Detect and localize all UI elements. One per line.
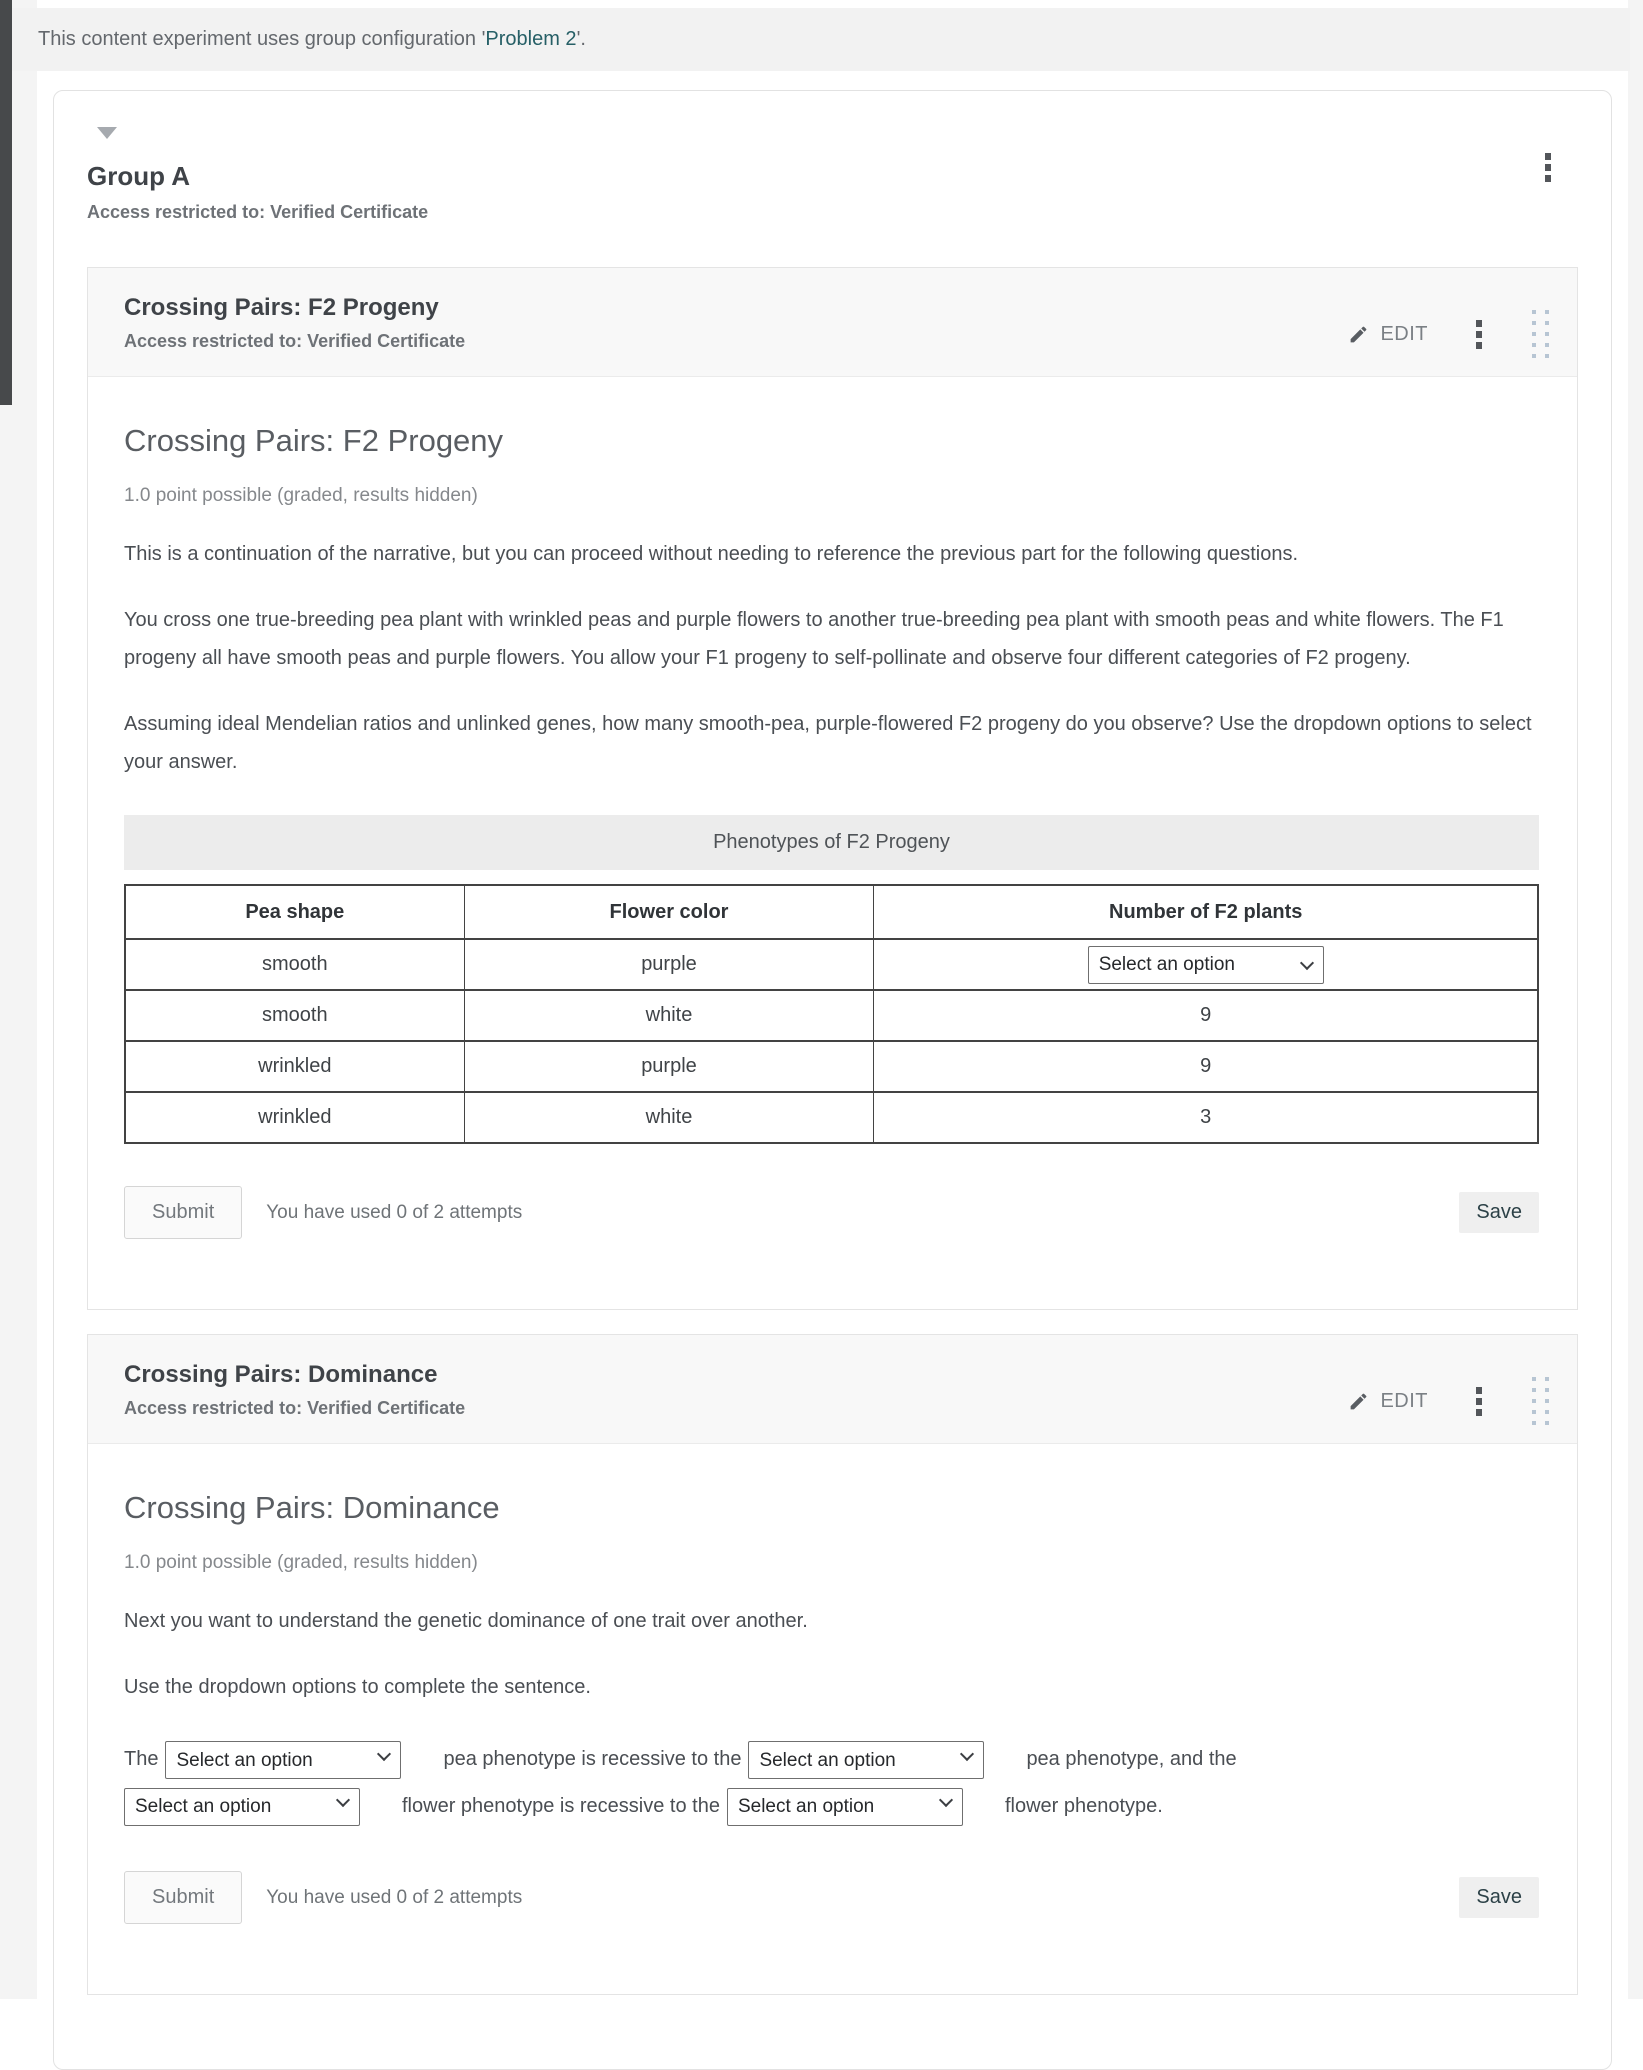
- flower-recessive-select[interactable]: [124, 1788, 360, 1826]
- cell-flower-color: purple: [464, 1041, 874, 1092]
- column-header-pea-shape: Pea shape: [125, 885, 464, 939]
- f2-count-select[interactable]: [1088, 946, 1324, 984]
- table-row: [125, 939, 1538, 990]
- sentence-text: flower phenotype.: [1004, 1794, 1163, 1817]
- problem-header: [88, 1335, 1577, 1444]
- problem-title: Crossing Pairs: F2 Progeny: [124, 423, 504, 458]
- problem-card-f2-progeny: [87, 267, 1578, 1310]
- group-a-card: [53, 90, 1612, 2070]
- column-header-f2-plants: Number of F2 plants: [874, 885, 1538, 939]
- sentence-text: pea phenotype is recessive to the: [443, 1748, 742, 1770]
- phenotypes-table: [124, 884, 1539, 1144]
- submit-button[interactable]: Submit: [124, 1871, 242, 1924]
- cell-count: 9: [874, 990, 1538, 1041]
- page-scrollbar-track[interactable]: [1628, 0, 1643, 1999]
- pea-dominant-select[interactable]: [748, 1741, 984, 1779]
- answer-select-wrap: [124, 1783, 360, 1829]
- problem-paragraph: Assuming ideal Mendelian ratios and unlinked genes, how many smooth-pea, purple-flowered F2 progeny do you observe? Use the dropdown options to select your answer.: [124, 713, 1532, 773]
- problem-paragraph: Use the dropdown options to complete the sentence.: [124, 1676, 591, 1698]
- problem-access-note: Access restricted to: Verified Certificate: [124, 1398, 466, 1418]
- cell-count: 3: [874, 1092, 1538, 1143]
- sentence-text: pea phenotype, and the: [1026, 1748, 1237, 1770]
- cell-flower-color: white: [464, 990, 874, 1041]
- answer-select-wrap: [727, 1783, 963, 1829]
- edit-button[interactable]: [1348, 323, 1428, 346]
- edit-button-label: EDIT: [1380, 1389, 1428, 1412]
- group-kebab-menu-icon[interactable]: [1541, 149, 1555, 186]
- table-row: [125, 990, 1538, 1041]
- column-header-flower-color: Flower color: [464, 885, 874, 939]
- table-caption: Phenotypes of F2 Progeny: [124, 815, 1539, 870]
- pea-recessive-select[interactable]: [165, 1741, 401, 1779]
- table-row: [125, 1092, 1538, 1143]
- edit-button[interactable]: [1348, 1390, 1428, 1413]
- group-title: Group A: [87, 161, 191, 191]
- problem-header-title: Crossing Pairs: F2 Progeny: [124, 294, 439, 321]
- problem-access-note: Access restricted to: Verified Certificate: [124, 331, 466, 351]
- collapse-caret-icon[interactable]: [97, 127, 117, 139]
- save-button[interactable]: Save: [1459, 1877, 1539, 1918]
- problem-card-dominance: [87, 1334, 1578, 1995]
- answer-select-wrap: [165, 1737, 401, 1783]
- submit-button[interactable]: Submit: [124, 1186, 242, 1239]
- cell-pea-shape: wrinkled: [125, 1041, 464, 1092]
- save-button[interactable]: Save: [1459, 1192, 1539, 1233]
- experiment-banner: [12, 8, 1630, 71]
- problem-kebab-menu-icon[interactable]: [1472, 316, 1486, 353]
- left-panel-edge: [0, 0, 12, 405]
- problem-paragraph: Next you want to understand the genetic dominance of one trait over another.: [124, 1610, 808, 1632]
- drag-handle-icon[interactable]: [1530, 308, 1551, 360]
- problem-title: Crossing Pairs: Dominance: [124, 1490, 500, 1525]
- sentence-text: flower phenotype is recessive to the: [402, 1794, 720, 1817]
- problem-paragraph: You cross one true-breeding pea plant with wrinkled peas and purple flowers to another true-breeding pea plant with smooth peas and white flowers. The F1 progeny all have smooth peas and purple flowers. You allow your F1 progeny to self-pollinate and observe four different categories of F2 progeny.: [124, 609, 1504, 669]
- dropdown-sentence: [124, 1736, 1539, 1829]
- pencil-icon: [1348, 324, 1369, 345]
- cell-count: 9: [874, 1041, 1538, 1092]
- attempts-text: You have used 0 of 2 attempts: [266, 1201, 523, 1223]
- group-access-note: Access restricted to: Verified Certificate: [87, 202, 429, 222]
- answer-select-wrap: [748, 1737, 984, 1783]
- attempts-text: You have used 0 of 2 attempts: [266, 1886, 523, 1908]
- drag-handle-icon[interactable]: [1530, 1375, 1551, 1427]
- problem-body: [88, 377, 1577, 1309]
- group-configuration-link[interactable]: Problem 2: [485, 28, 577, 50]
- banner-text-suffix: '.: [576, 28, 586, 50]
- points-text: 1.0 point possible (graded, results hidden): [124, 1552, 478, 1573]
- problem-body: [88, 1444, 1577, 1994]
- flower-dominant-select[interactable]: [727, 1788, 963, 1826]
- sentence-text: The: [124, 1748, 159, 1770]
- cell-pea-shape: smooth: [125, 939, 464, 990]
- cell-pea-shape: wrinkled: [125, 1092, 464, 1143]
- points-text: 1.0 point possible (graded, results hidden): [124, 485, 478, 506]
- answer-select-wrap: [1088, 946, 1324, 984]
- cell-flower-color: white: [464, 1092, 874, 1143]
- cell-pea-shape: smooth: [125, 990, 464, 1041]
- pencil-icon: [1348, 1391, 1369, 1412]
- problem-paragraph: This is a continuation of the narrative, but you can proceed without needing to reference the previous part for the following questions.: [124, 543, 1299, 565]
- problem-header: [88, 268, 1577, 377]
- problem-header-title: Crossing Pairs: Dominance: [124, 1361, 438, 1388]
- banner-text-prefix: This content experiment uses group configuration ': [38, 28, 486, 50]
- table-row: [125, 1041, 1538, 1092]
- cell-flower-color: purple: [464, 939, 874, 990]
- problem-kebab-menu-icon[interactable]: [1472, 1383, 1486, 1420]
- edit-button-label: EDIT: [1380, 322, 1428, 345]
